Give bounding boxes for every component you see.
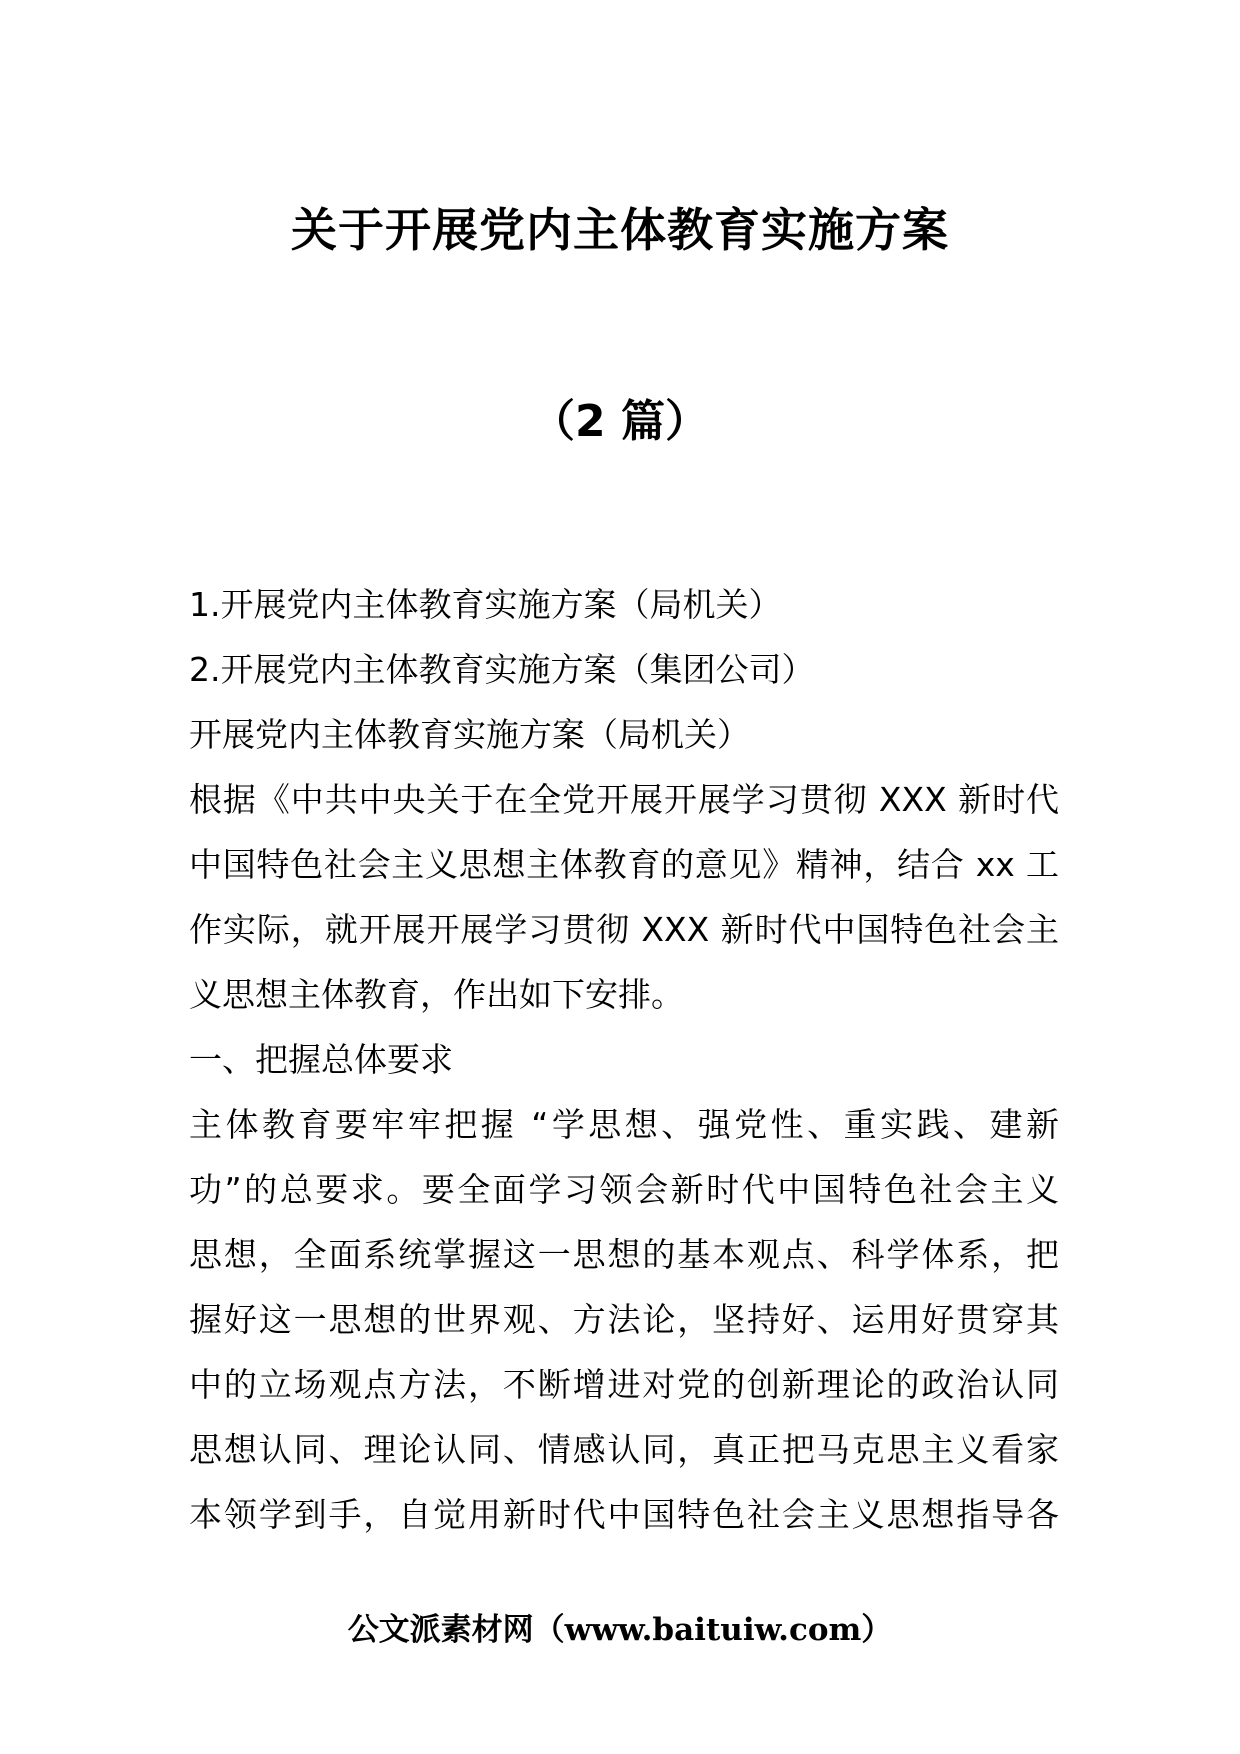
document-title: 关于开展党内主体教育实施方案	[291, 203, 949, 257]
paragraph-line: 义思想主体教育，作出如下安排。	[189, 975, 684, 1014]
paragraph-line: 思想，全面系统掌握这一思想的基本观点、科学体系，把	[189, 1235, 1059, 1274]
document-body	[189, 572, 1059, 1547]
paragraph-line: 作实际，就开展开展学习贯彻 XXX 新时代中国特色社会主	[189, 910, 1059, 949]
subsection-heading: 一、把握总体要求	[189, 1040, 453, 1079]
document-subtitle: （2 篇）	[531, 396, 709, 447]
paragraph-line: 握好这一思想的世界观、方法论，坚持好、运用好贯穿其	[189, 1300, 1059, 1339]
paragraph-line: 本领学到手，自觉用新时代中国特色社会主义思想指导各	[189, 1495, 1059, 1534]
toc-item-1: 1.开展党内主体教育实施方案（局机关）	[189, 585, 782, 624]
toc-item-2: 2.开展党内主体教育实施方案（集团公司）	[189, 650, 815, 689]
paragraph-line: 中国特色社会主义思想主体教育的意见》精神，结合 xx 工	[189, 845, 1059, 884]
footer-source: 公文派素材网（www.baituiw.com）	[347, 1612, 893, 1648]
paragraph-line: 功”的总要求。要全面学习领会新时代中国特色社会主义	[189, 1170, 1059, 1209]
paragraph-line: 思想认同、理论认同、情感认同，真正把马克思主义看家	[189, 1430, 1059, 1469]
paragraph-line: 主体教育要牢牢把握 “学思想、强党性、重实践、建新	[189, 1105, 1059, 1144]
paragraph-line: 根据《中共中央关于在全党开展开展学习贯彻 XXX 新时代	[189, 780, 1059, 819]
section-heading: 开展党内主体教育实施方案（局机关）	[189, 715, 750, 754]
paragraph-line: 中的立场观点方法，不断增进对党的创新理论的政治认同	[189, 1365, 1059, 1404]
